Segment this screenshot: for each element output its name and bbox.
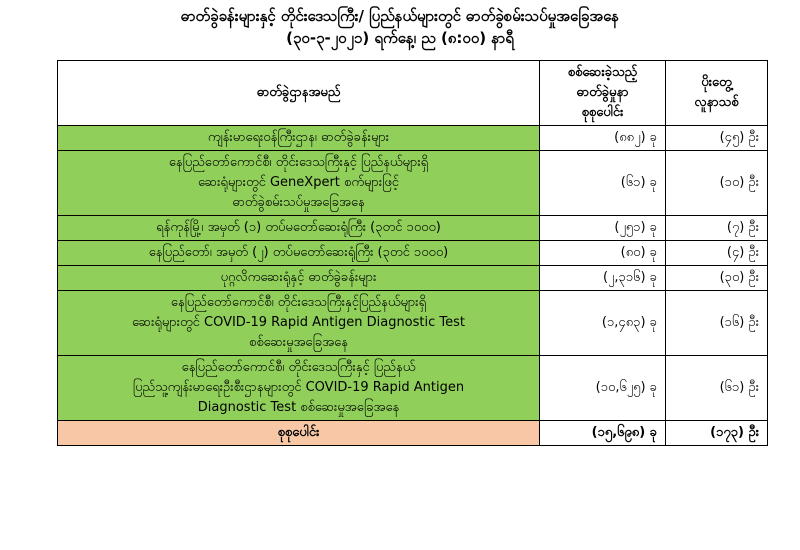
total-row bbox=[58, 421, 768, 446]
header-positive-line: ပိုးတွေ့ bbox=[701, 75, 732, 90]
lab-name-line: ဆေးရုံများတွင် GeneXpert စက်များဖြင့် bbox=[197, 175, 400, 190]
lab-name-cell bbox=[58, 151, 540, 216]
report-date: (၃၀-၃-၂၀၂၁) ရက်နေ့၊ ည (၈:၀၀) နာရီ bbox=[286, 29, 514, 47]
header-positive bbox=[666, 61, 768, 126]
header-tests bbox=[540, 61, 666, 126]
table-row bbox=[58, 266, 768, 291]
lab-name-line: ရန်ကုန်မြို့၊ အမှတ် (၁) တပ်မတော်ဆေးရုံကြီး (၃တင် ၁၀၀၀) bbox=[156, 220, 441, 235]
lab-name-line: နေပြည်တော်ကောင်စီ၊ တိုင်းဒေသကြီးနှင့် ပြည်နယ် bbox=[181, 360, 416, 375]
lab-name-cell bbox=[58, 266, 540, 291]
table-row bbox=[58, 216, 768, 241]
positive-cell: (၁၆) ဦး bbox=[666, 291, 768, 356]
lab-name-line: Diagnostic Test စစ်ဆေးမှုအခြေအနေ bbox=[197, 400, 400, 415]
lab-name-line: ပြည်သူ့ကျန်းမာရေးဦးစီးဌာနများတွင် COVID-19 Rapid Antigen bbox=[132, 380, 465, 395]
lab-name-line: ပုဂ္ဂလိကဆေးရုံနှင့် ဓာတ်ခွဲခန်းများ bbox=[220, 270, 377, 285]
lab-name-cell bbox=[58, 216, 540, 241]
tests-cell: (၈၀) ခု bbox=[540, 241, 666, 266]
tests-cell: (၈၈၂) ခု bbox=[540, 126, 666, 151]
report-title: ဓာတ်ခွဲခန်းများနှင့် တိုင်းဒေသကြီး/ ပြည်နယ်များတွင် ဓာတ်ခွဲစမ်းသပ်မှုအခြေအနေ bbox=[180, 7, 620, 25]
lab-name-line: နေပြည်တော်၊ အမှတ် (၂) တပ်မတော်ဆေးရုံကြီး (၃တင် ၁၀၀၀) bbox=[148, 245, 449, 260]
tests-cell: (၆၁) ခု bbox=[540, 151, 666, 216]
header-positive-line: လူနာသစ် bbox=[694, 95, 739, 110]
positive-cell: (၁၀) ဦး bbox=[666, 151, 768, 216]
positive-cell: (၄) ဦး bbox=[666, 241, 768, 266]
tests-cell: (၂,၃၁၆) ခု bbox=[540, 266, 666, 291]
lab-name-cell bbox=[58, 291, 540, 356]
header-name: ဓာတ်ခွဲဌာနအမည် bbox=[58, 61, 540, 126]
testing-table bbox=[57, 60, 768, 446]
tests-cell: (၂၅၁) ခု bbox=[540, 216, 666, 241]
tests-cell: (၁,၄၈၃) ခု bbox=[540, 291, 666, 356]
total-tests: (၁၅,၆၉၈) ခု bbox=[540, 421, 666, 446]
lab-name-line: ကျန်းမာရေးဝန်ကြီးဌာန၊ ဓာတ်ခွဲခန်းများ bbox=[207, 130, 390, 145]
lab-name-cell bbox=[58, 126, 540, 151]
lab-name-line: နေပြည်တော်ကောင်စီ၊ တိုင်းဒေသကြီးနှင့်ပြည်နယ်များရှိ bbox=[170, 295, 427, 310]
lab-name-cell bbox=[58, 241, 540, 266]
lab-name-line: စစ်ဆေးမှုအခြေအနေ bbox=[249, 335, 348, 350]
lab-name-line: ဓာတ်ခွဲစမ်းသပ်မှုအခြေအနေ bbox=[232, 195, 365, 210]
header-row bbox=[58, 61, 768, 126]
table-row bbox=[58, 291, 768, 356]
tests-cell: (၁၀,၆၂၅) ခု bbox=[540, 356, 666, 421]
lab-name-line: ဆေးရုံများတွင် COVID-19 Rapid Antigen Diagnostic Test bbox=[131, 315, 466, 330]
positive-cell: (၇) ဦး bbox=[666, 216, 768, 241]
lab-name-line: နေပြည်တော်ကောင်စီ၊ တိုင်းဒေသကြီးနှင့် ပြည်နယ်များရှိ bbox=[168, 155, 429, 170]
positive-cell: (၄၅) ဦး bbox=[666, 126, 768, 151]
table-row bbox=[58, 151, 768, 216]
lab-name-cell bbox=[58, 356, 540, 421]
positive-cell: (၆၁) ဦး bbox=[666, 356, 768, 421]
table-row bbox=[58, 356, 768, 421]
table-row bbox=[58, 126, 768, 151]
total-label: စုစုပေါင်း bbox=[58, 421, 540, 446]
header-tests-line: စုစုပေါင်း bbox=[581, 105, 624, 120]
total-positive: (၁၇၃) ဦး bbox=[666, 421, 768, 446]
positive-cell: (၃၀) ဦး bbox=[666, 266, 768, 291]
header-tests-line: ဓာတ်ခွဲမှုနာ bbox=[576, 85, 629, 100]
header-tests-line: စစ်ဆေးခဲ့သည့် bbox=[567, 65, 638, 80]
table-row bbox=[58, 241, 768, 266]
